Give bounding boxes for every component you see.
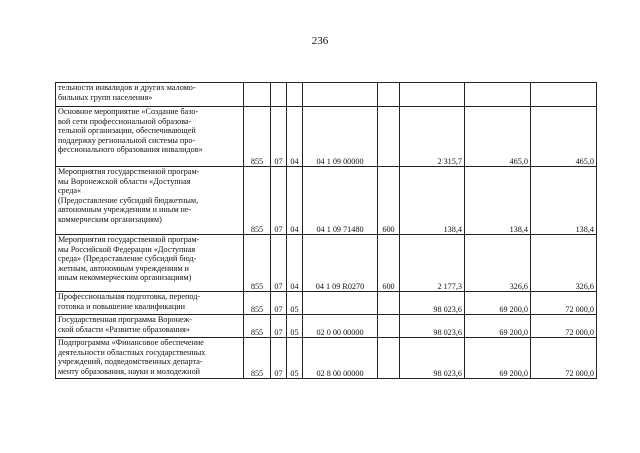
item-name-line: тельной организации, обеспечивающей — [58, 126, 196, 135]
item-name-line: иным некоммерческим организациям) — [58, 273, 192, 282]
amount-year2-cell: 69 200,0 — [465, 315, 531, 338]
amount-year2-cell: 69 200,0 — [465, 292, 531, 315]
item-name-line: готовка и повышение квалификации — [58, 301, 185, 311]
section-code-cell: 07 — [271, 107, 287, 167]
target-article-cell: 02 0 00 00000 — [303, 315, 378, 338]
amount-year2-cell: 465,0 — [465, 107, 531, 167]
table-body — [56, 83, 597, 379]
item-name-line: учреждений, подведомственных департа- — [58, 357, 203, 366]
table-row — [56, 292, 597, 315]
section-code-cell: 07 — [271, 167, 287, 235]
grbs-code-cell — [244, 83, 271, 107]
item-name-line: деятельности областных государственных — [58, 347, 206, 357]
target-article-cell: 02 8 00 00000 — [303, 338, 378, 379]
amount-year3-cell — [531, 83, 597, 107]
item-name-cell — [56, 235, 244, 292]
amount-year2-cell: 69 200,0 — [465, 338, 531, 379]
target-article-cell: 04 1 09 00000 — [303, 107, 378, 167]
section-code-cell: 07 — [271, 338, 287, 379]
section-code-cell: 07 — [271, 315, 287, 338]
table-row — [56, 235, 597, 292]
amount-year3-cell: 326,6 — [531, 235, 597, 292]
item-name-line: среда« — [58, 186, 82, 195]
item-name-cell — [56, 83, 244, 107]
amount-year3-cell: 138,4 — [531, 167, 597, 235]
subsection-code-cell: 04 — [287, 235, 303, 292]
amount-year2-cell: 326,6 — [465, 235, 531, 292]
item-name-line: жетным, автономным учреждениям и — [58, 263, 189, 273]
target-article-cell — [303, 292, 378, 315]
table-row — [56, 167, 597, 235]
table-row — [56, 315, 597, 338]
item-name-cell — [56, 315, 244, 338]
item-name-cell — [56, 167, 244, 235]
target-article-cell — [303, 83, 378, 107]
item-name-line: менту образования, науки и молодежной — [58, 366, 201, 376]
section-code-cell: 07 — [271, 235, 287, 292]
item-name-line: Основное мероприятие «Создание базо- — [58, 107, 199, 116]
target-article-cell: 04 1 09 R0270 — [303, 235, 378, 292]
item-name-line: тельности инвалидов и других маломо- — [58, 83, 196, 92]
grbs-code-cell: 855 — [244, 167, 271, 235]
grbs-code-cell: 855 — [244, 315, 271, 338]
subsection-code-cell: 05 — [287, 315, 303, 338]
grbs-code-cell: 855 — [244, 235, 271, 292]
table-row — [56, 83, 597, 107]
item-name-line: Мероприятия государственной програм- — [58, 167, 200, 176]
amount-year1-cell: 98 023,6 — [400, 338, 465, 379]
amount-year2-cell: 138,4 — [465, 167, 531, 235]
item-name-cell — [56, 107, 244, 167]
expense-type-cell — [378, 107, 400, 167]
item-name-line: мы Российской Федерации «Доступная — [58, 244, 196, 254]
grbs-code-cell: 855 — [244, 338, 271, 379]
item-name-line: бильных групп населения» — [58, 92, 153, 102]
amount-year3-cell: 72 000,0 — [531, 292, 597, 315]
amount-year1-cell: 98 023,6 — [400, 292, 465, 315]
section-code-cell — [271, 83, 287, 107]
expense-type-cell — [378, 83, 400, 107]
item-name-line: Подпрограмма «Финансовое обеспечение — [58, 338, 204, 347]
item-name-cell — [56, 338, 244, 379]
amount-year1-cell — [400, 83, 465, 107]
amount-year1-cell: 98 023,6 — [400, 315, 465, 338]
subsection-code-cell: 04 — [287, 107, 303, 167]
expense-type-cell — [378, 292, 400, 315]
expense-type-cell — [378, 338, 400, 379]
amount-year3-cell: 72 000,0 — [531, 315, 597, 338]
item-name-line: Профессиональная подготовка, перепод- — [58, 292, 201, 301]
amount-year2-cell — [465, 83, 531, 107]
amount-year3-cell: 72 000,0 — [531, 338, 597, 379]
table-row — [56, 338, 597, 379]
expense-type-cell — [378, 315, 400, 338]
item-name-cell — [56, 292, 244, 315]
amount-year1-cell: 2 315,7 — [400, 107, 465, 167]
expense-type-cell: 600 — [378, 235, 400, 292]
item-name-line: Мероприятия государственной програм- — [58, 235, 200, 244]
item-name-line: мы Воронежской области «Доступная — [58, 176, 191, 186]
item-name-line: поддержку региональной системы про- — [58, 135, 196, 145]
amount-year1-cell: 2 177,3 — [400, 235, 465, 292]
item-name-line: Государственная программа Воронеж- — [58, 315, 192, 324]
item-name-line: фессионального образования инвалидов» — [58, 145, 203, 154]
subsection-code-cell: 05 — [287, 292, 303, 315]
item-name-line: коммерческим организациям) — [58, 214, 162, 224]
item-name-line: (Предоставление субсидий бюджетным, — [58, 195, 199, 205]
grbs-code-cell: 855 — [244, 292, 271, 315]
page-number: 236 — [311, 35, 329, 47]
item-name-line: ской области «Развитие образования» — [58, 324, 190, 334]
subsection-code-cell: 04 — [287, 167, 303, 235]
table-row — [56, 107, 597, 167]
subsection-code-cell — [287, 83, 303, 107]
amount-year3-cell: 465,0 — [531, 107, 597, 167]
subsection-code-cell: 05 — [287, 338, 303, 379]
budget-table — [55, 82, 597, 379]
item-name-line: вой сети профессиональной образова- — [58, 116, 192, 126]
section-code-cell: 07 — [271, 292, 287, 315]
amount-year1-cell: 138,4 — [400, 167, 465, 235]
item-name-line: автономным учреждениям и иным не- — [58, 205, 192, 214]
item-name-line: среда» (Предоставление субсидий бюд- — [58, 254, 197, 263]
expense-type-cell: 600 — [378, 167, 400, 235]
grbs-code-cell: 855 — [244, 107, 271, 167]
target-article-cell: 04 1 09 71480 — [303, 167, 378, 235]
